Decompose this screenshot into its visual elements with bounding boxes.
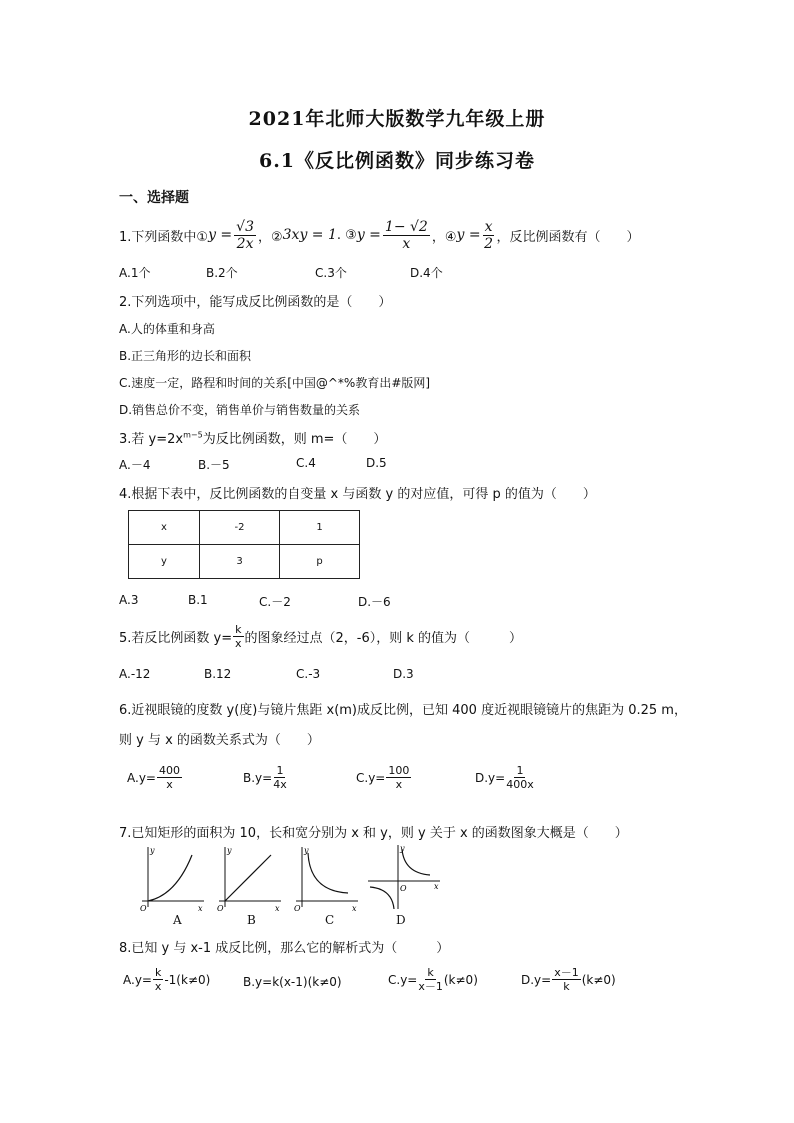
q1-f1-fraction [234,219,256,252]
q8-option-d [521,966,616,993]
q6-d-den: 400x [506,778,534,791]
graph-c-y-label: y [304,846,309,855]
graph-a-label: A [173,913,182,927]
question-6-line-2: 则 y 与 x 的函数关系式为（ ） [119,733,320,748]
q8-a-pre: A.y= [123,972,152,987]
q8-d-post: (k≠0) [581,972,616,987]
q1-f1-den: 2x [236,235,254,252]
q1-sep3: ，④ [431,229,457,245]
q6-d-pre: D.y= [475,770,506,785]
q1-prefix: 1.下列函数中① [119,229,209,245]
q6-option-b [243,764,288,791]
graph-b-y-label: y [227,846,232,855]
q1-f3-fraction [383,219,430,252]
graph-a-y-label: y [150,846,155,855]
q6-d-fraction [506,764,534,791]
q5-den: x [235,636,242,650]
question-5 [119,620,522,652]
table-cell: y [129,545,200,579]
graph-c-label: C [325,913,335,927]
graph-d-origin: O [400,884,407,893]
q8-option-b: B.y=k(x-1)(k≠0) [243,975,342,989]
q8-c-den: x－1 [418,980,443,993]
graph-c-origin: O [294,904,301,913]
q1-suffix: ，反比例函数有（ ） [496,229,640,245]
q4-option-c: C.－2 [259,595,291,609]
q1-option-c: C.3个 [315,266,347,280]
graph-a-origin: O [140,904,147,913]
q8-c-fraction [418,966,443,993]
q4-option-a: A.3 [119,593,139,607]
q6-option-d [475,764,535,791]
q8-d-num: x－1 [554,966,579,979]
table-cell: 3 [200,545,280,579]
q2-option-a: A.人的体重和身高 [119,322,215,336]
q6-option-c [356,764,412,791]
q5-fraction [233,623,243,650]
q5-option-d: D.3 [393,667,414,681]
q6-b-pre: B.y= [243,770,273,785]
table-cell: -2 [200,511,280,545]
question-6-line-1: 6.近视眼镜的度数 y(度)与镜片焦距 x(m)成反比例，已知 400 度近视眼镜镜片的焦距为 0.25 m， [119,703,687,718]
q5-option-c: C.-3 [296,667,321,681]
q1-f3-num: 1− √2 [384,218,428,235]
q1-f1-num: √3 [236,218,254,235]
q3-option-b: B.－5 [198,458,230,472]
q3-option-d: D.5 [366,456,387,470]
q1-f2: 3xy = 1 [282,227,337,243]
q1-sep1: ，② [257,229,283,245]
q6-a-den: x [166,778,173,791]
graph-d-x-label: x [434,882,439,891]
q1-sep2: . ③ [336,227,357,243]
q6-c-pre: C.y= [356,770,386,785]
q5-option-b: B.12 [204,667,232,681]
page-subtitle: 6.1《反比例函数》同步练习卷 [258,150,536,172]
q8-c-post: (k≠0) [443,972,478,987]
q6-b-fraction [273,764,287,791]
graph-a-x-label: x [198,904,203,913]
q1-option-b: B.2个 [206,266,238,280]
table-cell: x [129,511,200,545]
q6-a-fraction [157,764,182,791]
q3-stem-a: 3.若 y=2x [119,432,184,447]
q1-option-d: D.4个 [410,266,443,280]
question-3 [119,428,386,447]
question-4: 4.根据下表中，反比例函数的自变量 x 与函数 y 的对应值，可得 p 的值为（ ） [119,487,596,502]
q5-stem-a: 5.若反比例函数 y= [119,630,233,646]
graph-c [290,843,360,913]
q5-option-a: A.-12 [119,667,151,681]
q1-option-a: A.1个 [119,266,151,280]
q1-f4-den: 2 [484,235,493,252]
graph-b-label: B [247,913,256,927]
question-8: 8.已知 y 与 x-1 成反比例，那么它的解析式为（ ） [119,941,450,956]
table-cell: 1 [280,511,360,545]
q8-option-a [123,966,210,993]
q8-c-num: k [427,966,434,979]
graph-b-origin: O [217,904,224,913]
page-title: 2021年北师大版数学九年级上册 [248,108,546,130]
q1-f4-lhs: y = [456,227,481,243]
table-row [129,545,360,579]
graph-a [136,843,206,913]
q1-f3-den: x [402,235,411,252]
q6-b-num: 1 [276,764,284,777]
q1-f3-lhs: y = [356,227,381,243]
q3-stem-b: 为反比例函数，则 m=（ ） [202,432,387,447]
graph-b [213,843,283,913]
q5-num: k [235,622,242,636]
q8-a-den: x [154,980,162,993]
q8-c-pre: C.y= [388,972,418,987]
q3-option-a: A.－4 [119,458,151,472]
q1-f1-lhs: y = [208,227,233,243]
graph-d-y-label: y [400,844,405,853]
q2-option-c: C.速度一定，路程和时间的关系[中国@^*%教育出#版网] [119,376,431,390]
q1-f4-num: x [484,218,493,235]
graph-c-x-label: x [352,904,357,913]
q8-a-num: k [154,966,162,979]
q8-option-c [388,966,478,993]
q5-stem-b: 的图象经过点（2，-6），则 k 的值为（ ） [244,630,523,646]
q2-option-b: B.正三角形的边长和面积 [119,349,252,363]
table-cell: p [280,545,360,579]
question-1 [119,215,640,255]
q6-a-num: 400 [158,764,180,777]
q8-d-den: k [563,980,570,993]
q6-c-den: x [395,778,403,791]
q4-option-b: B.1 [188,593,208,607]
question-7: 7.已知矩形的面积为 10，长和宽分别为 x 和 y，则 y 关于 x 的函数图象大概是（ ） [119,826,628,841]
q8-a-post: -1(k≠0) [164,972,211,987]
q6-c-fraction [386,764,411,791]
q6-d-num: 1 [516,764,524,777]
q4-table [128,510,360,579]
q3-exponent: m−5 [183,430,203,440]
q1-f4-fraction [483,219,495,252]
graph-d [364,843,444,913]
q6-b-den: 4x [273,778,287,791]
q2-option-d: D.销售总价不变，销售单价与销售数量的关系 [119,403,361,417]
q6-option-a [127,764,183,791]
graph-b-x-label: x [275,904,280,913]
q3-option-c: C.4 [296,456,316,470]
table-row [129,511,360,545]
q4-option-d: D.－6 [358,595,391,609]
q8-d-fraction [552,966,581,993]
q8-a-fraction [153,966,163,993]
question-2: 2.下列选项中，能写成反比例函数的是（ ） [119,295,392,310]
q6-a-pre: A.y= [127,770,156,785]
q6-c-num: 100 [388,764,410,777]
section-heading: 一、选择题 [119,190,189,206]
q8-d-pre: D.y= [521,972,552,987]
graph-d-label: D [396,913,406,927]
